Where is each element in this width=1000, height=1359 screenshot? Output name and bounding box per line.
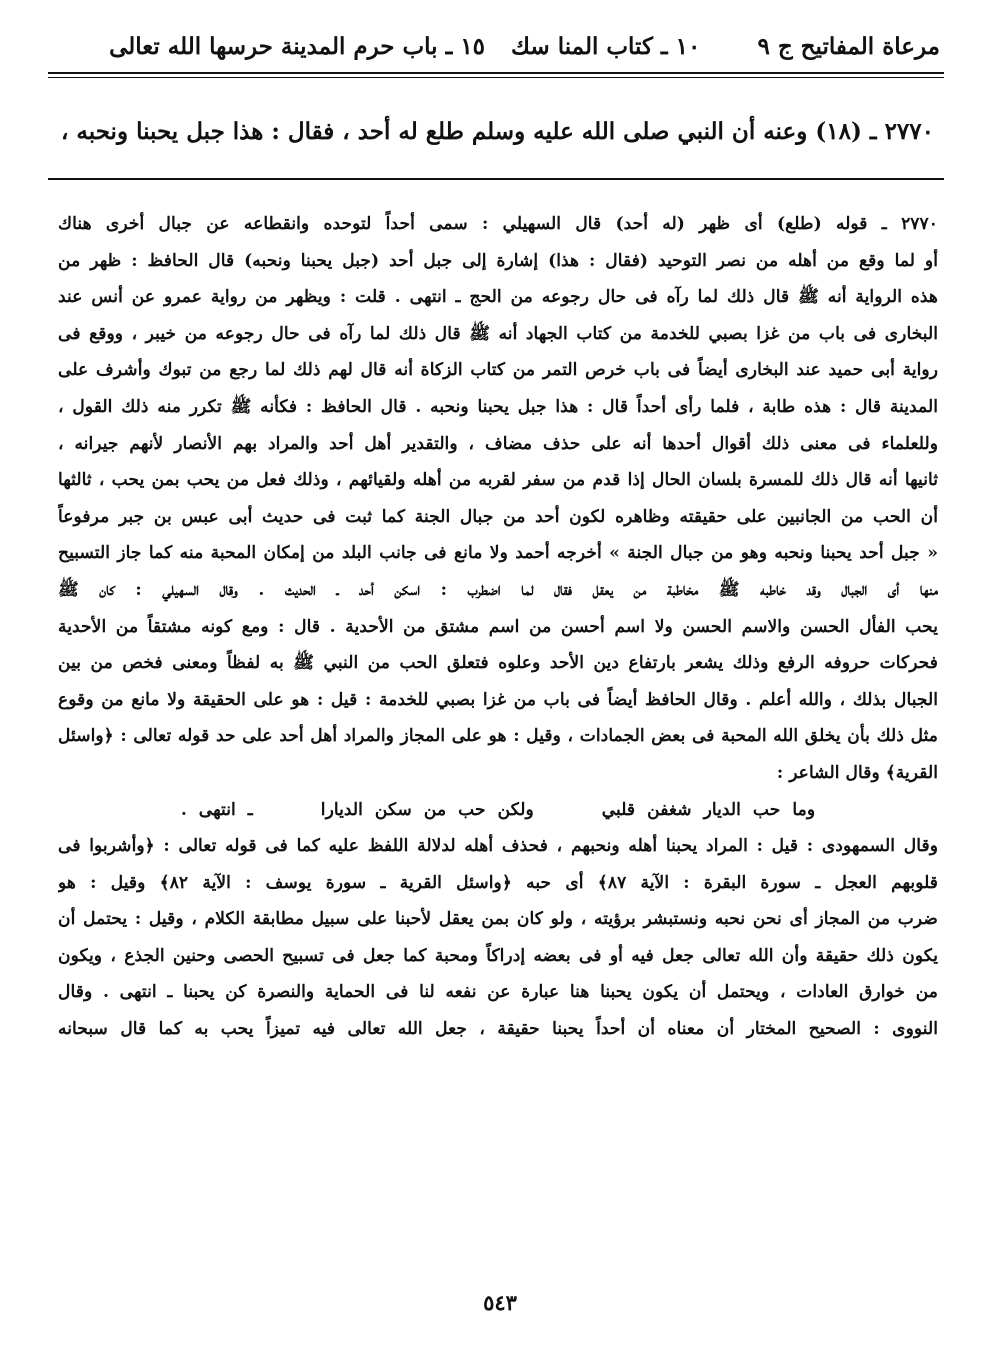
book-number: ١٠ ـ كتاب المنا سك [511, 32, 701, 60]
commentary-line: البخارى فى باب من غزا بصبي للخدمة من كتاب الجهاد أنه ﷺ قال ذلك لما رآه فى حال رجوعه من خيبر ، ووقع فى [58, 323, 938, 344]
commentary-line: منها أى الجبال وقد خاطبه ﷺ مخاطبة من يعقل فقال لما اضطرب : اسكن أحد ـ الحديث . وقال السهيلي : كان ﷺ [58, 579, 938, 600]
hadith-separator-rule [48, 178, 944, 180]
chapter-number: ١٥ ـ باب حرم المدينة حرسها الله تعالى [109, 32, 486, 60]
commentary-line: الجبال بذلك ، والله أعلم . وقال الحافظ أيضاً فى باب من غزا بصبي للخدمة : قيل : هو على الحقيقة ولا مانع من وقوع [58, 689, 938, 710]
running-header [52, 26, 940, 66]
commentary-line: وللعلماء فى معنى ذلك أقوال أحدها أنه على حذف مضاف ، والتقدير أهل أحد والمراد بهم الأنصار لأنهم جيرانه ، [58, 433, 938, 454]
page-number: ٥٤٣ [483, 1290, 517, 1315]
commentary-line: ضرب من المجاز أى نحن نحبه ونستبشر برؤيته ، ولو كان بمن يعقل لأحبنا على سبيل مطابقة الكلام ، وقيل : يحتمل أن [58, 909, 938, 930]
commentary-line: أن الحب من الجانبين على حقيقته وظاهره لكون أحد من جبال الجنة كما ثبت فى حديث أبى عبس بن جبر مرفوعاً [58, 506, 938, 527]
commentary-line: رواية أبى حميد عند البخارى أيضاً فى باب خرص التمر من كتاب الزكاة أنه قال لهم ذلك لما رجع من تبوك وأشرف على [58, 360, 938, 381]
commentary-line: من خوارق العادات ، ويحتمل أن يكون يحبنا هنا عبارة عن نفعه لنا فى الحماية والنصرة كن يحبنا ـ انتهى . وقال [58, 982, 938, 1003]
header-center [109, 33, 700, 60]
commentary-line: ثانيها أنه قال ذلك للمسرة بلسان الحال إذا قدم من سفر لقربه من أهله ولقيائهم ، وذلك فعل من يحب بمن يحب ، ثالثها [58, 470, 938, 491]
hadith-text: ٢٧٧٠ ـ (١٨) وعنه أن النبي صلى الله عليه وسلم طلع له أحد ، فقال : هذا جبل يحبنا ونحبه ، [61, 118, 934, 145]
commentary-line: أو لما وقع من أهله من نصر التوحيد (فقال : هذا) إشارة إلى جبل أحد (جبل يحبنا ونحبه) قال الحافظ : ظهر من [58, 250, 938, 271]
poetry-verse [58, 792, 938, 829]
commentary-line: قلوبهم العجل ـ سورة البقرة : الآية ٨٧﴾ أى حبه ﴿واسئل القرية ـ سورة يوسف : الآية ٨٢﴾ وقيل : هو [58, 872, 938, 893]
commentary-line: « جبل أحد يحبنا ونحبه وهو من جبال الجنة » أخرجه أحمد ولا مانع فى جانب البلد من إمكان المحبة منه كما جاز التسبيح [58, 543, 938, 564]
commentary-line: النووى : الصحيح المختار أن معناه أن أحداً يحبنا حقيقة ، جعل الله تعالى فيه تميزاً يحب به كما قال سبحانه [58, 1019, 938, 1040]
verse-first-hemistich: وما حب الديار شغفن قلبي [601, 799, 816, 820]
verse-ending: ـ انتهى . [180, 799, 253, 820]
header-rule [48, 72, 944, 78]
book-title: مرعاة المفاتيح ج ٩ [757, 32, 940, 60]
commentary-line: هذه الرواية أنه ﷺ قال ذلك لما رآه فى حال رجوعه من الحج ـ انتهى . قلت : ويظهر من رواية عمرو عن أنس عند [58, 287, 938, 308]
commentary-line: مثل ذلك بأن يخلق الله المحبة فى بعض الجمادات ، وقيل : هو على المجاز والمراد أهل أحد على حد قوله تعالى : ﴿واسئل [58, 726, 938, 747]
commentary-line: المدينة قال : هذه طابة ، فلما رأى أحداً قال : هذا جبل يحبنا ونحبه . قال الحافظ : فكأنه ﷺ تكرر منه ذلك القول ، [58, 396, 938, 417]
commentary-line: يحب الفأل الحسن والاسم الحسن ولا اسم أحسن من اسم مشتق من الأحدية . قال : ومع كونه مشتقاً من الأحدية [58, 616, 938, 637]
commentary-line: القرية﴾ وقال الشاعر : [776, 762, 938, 783]
commentary-line: فحركات حروفه الرفع وذلك يشعر بارتفاع دين الأحد وعلوه فتعلق الحب من النبي ﷺ به لفظاً ومعنى فخص من بين [58, 653, 938, 674]
commentary [58, 206, 938, 1048]
commentary-line: يكون ذلك حقيقة وأن الله تعالى جعل فيه أو فى بعضه إدراكاً ومحبة كما جعل فى تسبيح الحصى وحنين الجذع ، ويكون [58, 945, 938, 966]
verse-second-hemistich: ولكن حب من سكن الديارا [320, 799, 534, 820]
commentary-line: ٢٧٧٠ ـ قوله (طلع) أى ظهر (له أحد) قال السهيلي : سمى أحداً لتوحده وانقطاعه عن جبال أخرى هناك [58, 214, 938, 234]
commentary-line: وقال السمهودى : قيل : المراد يحبنا أهله ونحبهم ، فحذف أهله لدلالة اللفظ عليه كما فى قوله تعالى : ﴿وأشربوا فى [58, 836, 938, 857]
